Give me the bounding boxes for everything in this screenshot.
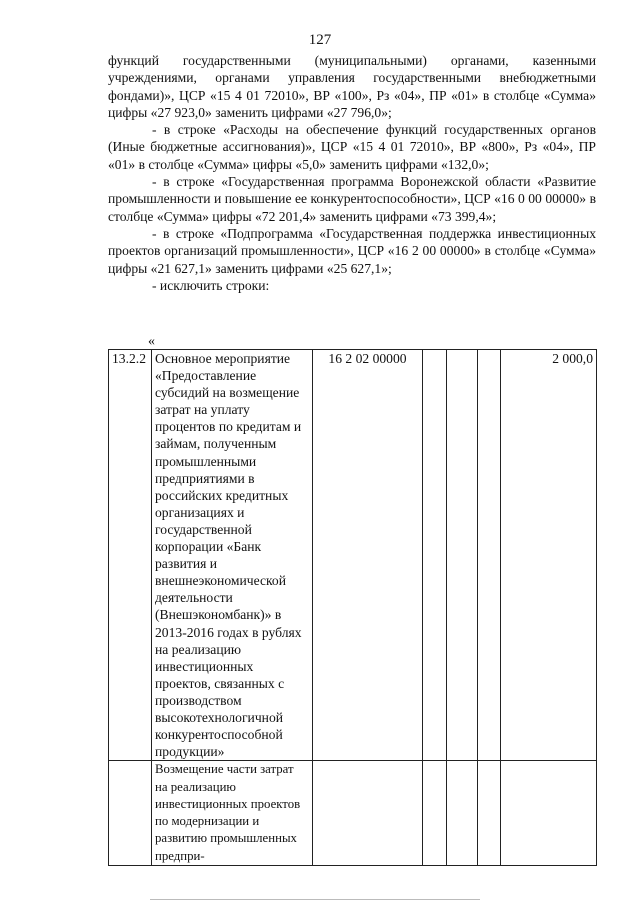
row-rz xyxy=(447,350,478,761)
row-number: 13.2.2 xyxy=(109,350,152,761)
paragraph-2: - в строке «Расходы на обеспечение функций государственных органов (Иные бюджетные ассигнования)», ЦСР «15 4 01 72010», ВР «800», Рз «04», ПР «01» в столбце «Сумма» цифры «5,0» заменить цифрами «132,0»; xyxy=(108,122,596,172)
row-csr xyxy=(313,761,423,866)
row-name: Основное мероприятие «Предоставление субсидий на возмещение затрат на уплату процентов по кредитам и займам, полученным промышленными предприятиями в российских кредитных организациях и государственной корпорации «Банк развития и внешнеэкономической деятельности (Внешэкономбанк)» в 2013-2016 годах в рублях на реализацию инвестиционных проектов, связанных с производством высокотехнологичной конкурентоспособной продукции» xyxy=(152,350,313,761)
page-number: 127 xyxy=(308,32,332,48)
row-number xyxy=(109,761,152,866)
table-row xyxy=(109,350,597,761)
row-vr xyxy=(423,761,447,866)
body-text xyxy=(108,52,596,294)
opening-quote-mark: « xyxy=(148,334,155,349)
row-sum xyxy=(501,761,597,866)
row-vr xyxy=(423,350,447,761)
paragraph-3: - в строке «Государственная программа Воронежской области «Развитие промышленности и повышение ее конкурентоспособности», ЦСР «16 0 00 00000» в столбце «Сумма» цифры «72 201,4» заменить цифрами «73 399,4»; xyxy=(108,174,596,224)
row-pr xyxy=(478,350,501,761)
row-pr xyxy=(478,761,501,866)
bottom-scan-rule xyxy=(150,899,480,900)
paragraph-1: функций государственными (муниципальными) органами, казенными учреждениями, органами управления государственными внебюджетными фондами)», ЦСР «15 4 01 72010», ВР «100», Рз «04», ПР «01» в столбце «Сумма» цифры «27 923,0» заменить цифрами «27 796,0»; xyxy=(108,53,596,120)
paragraph-4: - в строке «Подпрограмма «Государственная поддержка инвестиционных проектов организаций промышленности», ЦСР «16 2 00 00000» в столбце «Сумма» цифры «21 627,1» заменить цифрами «25 627,1»; xyxy=(108,225,596,276)
table-row xyxy=(109,761,597,866)
excluded-rows-table xyxy=(108,349,597,866)
row-rz xyxy=(447,761,478,866)
row-csr: 16 2 02 00000 xyxy=(313,350,423,761)
row-sum: 2 000,0 xyxy=(501,350,597,761)
row-name: Возмещение части затрат на реализацию инвестиционных проектов по модернизации и развитию промышленных предпри- xyxy=(152,761,313,866)
paragraph-5: - исключить строки: xyxy=(152,277,270,293)
